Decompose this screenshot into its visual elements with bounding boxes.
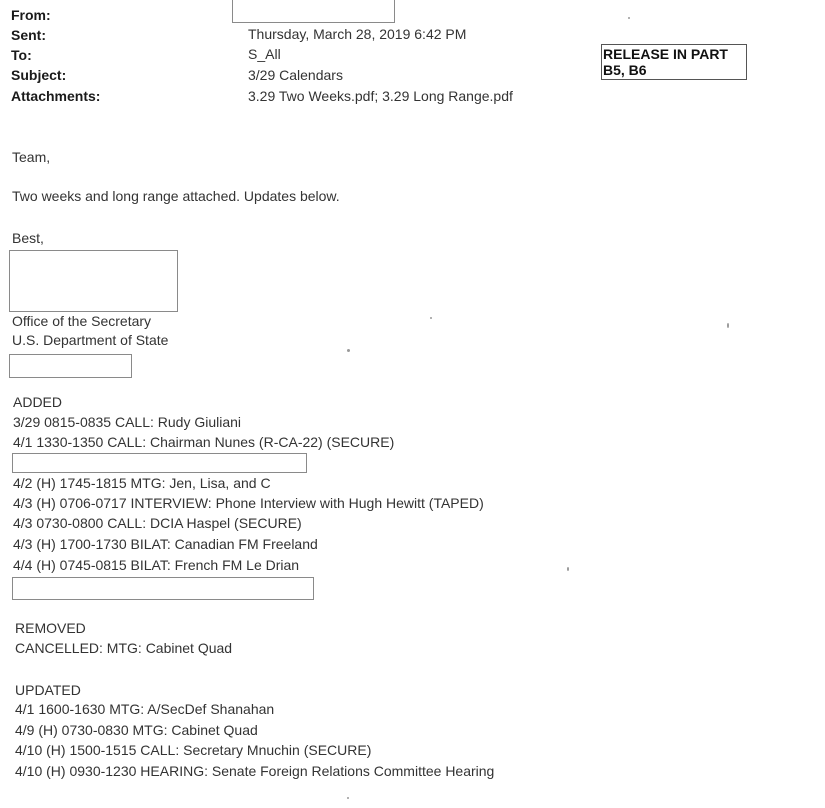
added-redaction-box-2: [12, 577, 314, 600]
contact-redaction-box: [9, 354, 132, 378]
attachments-value: 3.29 Two Weeks.pdf; 3.29 Long Range.pdf: [248, 88, 513, 104]
sent-value: Thursday, March 28, 2019 6:42 PM: [248, 26, 467, 42]
subject-value: 3/29 Calendars: [248, 67, 343, 83]
scan-speck: [628, 17, 630, 19]
attachments-label: Attachments:: [11, 88, 101, 104]
to-label: To:: [11, 47, 32, 63]
added-item: 4/3 (H) 1700-1730 BILAT: Canadian FM Freeland: [13, 536, 318, 552]
added-item: 4/3 (H) 0706-0717 INTERVIEW: Phone Interview with Hugh Hewitt (TAPED): [13, 495, 484, 511]
intro-text: Two weeks and long range attached. Updates below.: [12, 188, 340, 204]
added-item: 4/2 (H) 1745-1815 MTG: Jen, Lisa, and C: [13, 475, 271, 491]
signoff: Best,: [12, 230, 44, 246]
added-item: 4/3 0730-0800 CALL: DCIA Haspel (SECURE): [13, 515, 302, 531]
greeting: Team,: [12, 149, 51, 165]
scan-speck: [567, 567, 569, 571]
updated-item: 4/9 (H) 0730-0830 MTG: Cabinet Quad: [15, 722, 258, 738]
release-stamp-line1: RELEASE IN PART: [603, 46, 728, 62]
scan-speck: [347, 797, 349, 799]
added-heading: ADDED: [13, 394, 63, 410]
added-redaction-box-1: [12, 453, 307, 473]
release-stamp: [601, 44, 747, 80]
updated-heading: UPDATED: [15, 682, 81, 698]
added-item: 4/4 (H) 0745-0815 BILAT: French FM Le Drian: [13, 557, 300, 573]
to-value: S_All: [248, 46, 281, 62]
removed-item: CANCELLED: MTG: Cabinet Quad: [15, 640, 233, 656]
added-item: 3/29 0815-0835 CALL: Rudy Giuliani: [13, 414, 242, 430]
sig-department: U.S. Department of State: [12, 332, 169, 348]
from-redaction-box: [232, 0, 395, 23]
from-label: From:: [11, 7, 51, 23]
sent-label: Sent:: [11, 27, 46, 43]
scan-speck: [727, 323, 729, 328]
updated-item: 4/10 (H) 1500-1515 CALL: Secretary Mnuchin (SECURE): [15, 742, 372, 758]
updated-item: 4/1 1600-1630 MTG: A/SecDef Shanahan: [15, 701, 275, 717]
signature-redaction-box: [9, 250, 178, 312]
release-stamp-line2: B5, B6: [603, 62, 647, 78]
scan-speck: [347, 349, 350, 352]
removed-heading: REMOVED: [15, 620, 86, 636]
updated-item: 4/10 (H) 0930-1230 HEARING: Senate Foreign Relations Committee Hearing: [15, 763, 495, 779]
sig-office: Office of the Secretary: [12, 313, 152, 329]
subject-label: Subject:: [11, 67, 67, 83]
added-item: 4/1 1330-1350 CALL: Chairman Nunes (R-CA-22) (SECURE): [13, 434, 395, 450]
scan-speck: [430, 317, 432, 319]
